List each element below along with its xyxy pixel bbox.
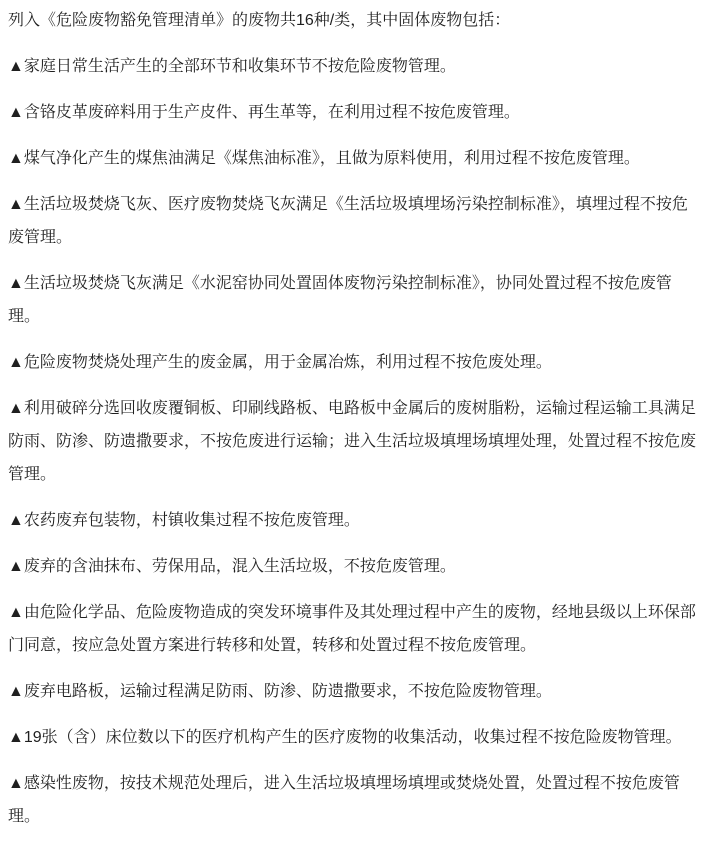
triangle-bullet-icon: ▲	[8, 512, 24, 529]
triangle-bullet-icon: ▲	[8, 683, 24, 700]
bullet-item	[8, 346, 700, 379]
triangle-bullet-icon: ▲	[8, 58, 24, 75]
bullet-item-text: 危险废物焚烧处理产生的废金属，用于金属冶炼，利用过程不按危废处理。	[23, 354, 552, 371]
bullet-item-text: 煤气净化产生的煤焦油满足《煤焦油标准》，且做为原料使用，利用过程不按危废管理。	[23, 150, 640, 167]
bullet-item-text: 废弃的含油抹布、劳保用品，混入生活垃圾，不按危废管理。	[23, 558, 456, 575]
triangle-bullet-icon: ▲	[8, 196, 24, 213]
bullet-item	[8, 142, 700, 175]
bullet-item	[8, 675, 700, 708]
bullet-item-text: 农药废弃包装物，村镇收集过程不按危废管理。	[23, 512, 360, 529]
triangle-bullet-icon: ▲	[8, 604, 24, 621]
triangle-bullet-icon: ▲	[8, 104, 24, 121]
bullet-item-text: 19张（含）床位数以下的医疗机构产生的医疗废物的收集活动，收集过程不按危险废物管理。	[23, 729, 682, 746]
bullet-item-text: 利用破碎分选回收废覆铜板、印刷线路板、电路板中金属后的废树脂粉，运输过程运输工具满足防雨、防渗、防遗撒要求，不按危废进行运输；进入生活垃圾填埋场填埋处理，处置过程不按危废管理。	[8, 400, 697, 483]
bullet-item	[8, 188, 700, 254]
bullet-item	[8, 721, 700, 754]
bullet-list	[8, 50, 700, 833]
bullet-item-text: 由危险化学品、危险废物造成的突发环境事件及其处理过程中产生的废物，经地县级以上环保部门同意，按应急处置方案进行转移和处置，转移和处置过程不按危废管理。	[8, 604, 696, 654]
bullet-item-text: 感染性废物，按技术规范处理后，进入生活垃圾填埋场填埋或焚烧处置，处置过程不按危废管理。	[8, 775, 680, 825]
triangle-bullet-icon: ▲	[8, 400, 24, 417]
triangle-bullet-icon: ▲	[8, 354, 24, 371]
bullet-item-text: 废弃电路板，运输过程满足防雨、防渗、防遗撒要求，不按危险废物管理。	[23, 683, 552, 700]
triangle-bullet-icon: ▲	[8, 558, 24, 575]
bullet-item	[8, 267, 700, 333]
bullet-item	[8, 596, 700, 662]
triangle-bullet-icon: ▲	[8, 275, 24, 292]
bullet-item	[8, 767, 700, 833]
intro-paragraph: 列入《危险废物豁免管理清单》的废物共16种/类，其中固体废物包括：	[8, 12, 511, 29]
bullet-item-text: 含铬皮革废碎料用于生产皮件、再生革等，在利用过程不按危废管理。	[23, 104, 520, 121]
bullet-item	[8, 550, 700, 583]
bullet-item	[8, 392, 700, 491]
bullet-item-text: 生活垃圾焚烧飞灰满足《水泥窑协同处置固体废物污染控制标准》，协同处置过程不按危废管理。	[8, 275, 672, 325]
bullet-item	[8, 504, 700, 537]
bullet-item-text: 生活垃圾焚烧飞灰、医疗废物焚烧飞灰满足《生活垃圾填埋场污染控制标准》，填埋过程不按危废管理。	[8, 196, 688, 246]
triangle-bullet-icon: ▲	[8, 775, 24, 792]
bullet-item	[8, 50, 700, 83]
bullet-item	[8, 96, 700, 129]
bullet-item-text: 家庭日常生活产生的全部环节和收集环节不按危险废物管理。	[23, 58, 456, 75]
triangle-bullet-icon: ▲	[8, 729, 24, 746]
triangle-bullet-icon: ▲	[8, 150, 24, 167]
